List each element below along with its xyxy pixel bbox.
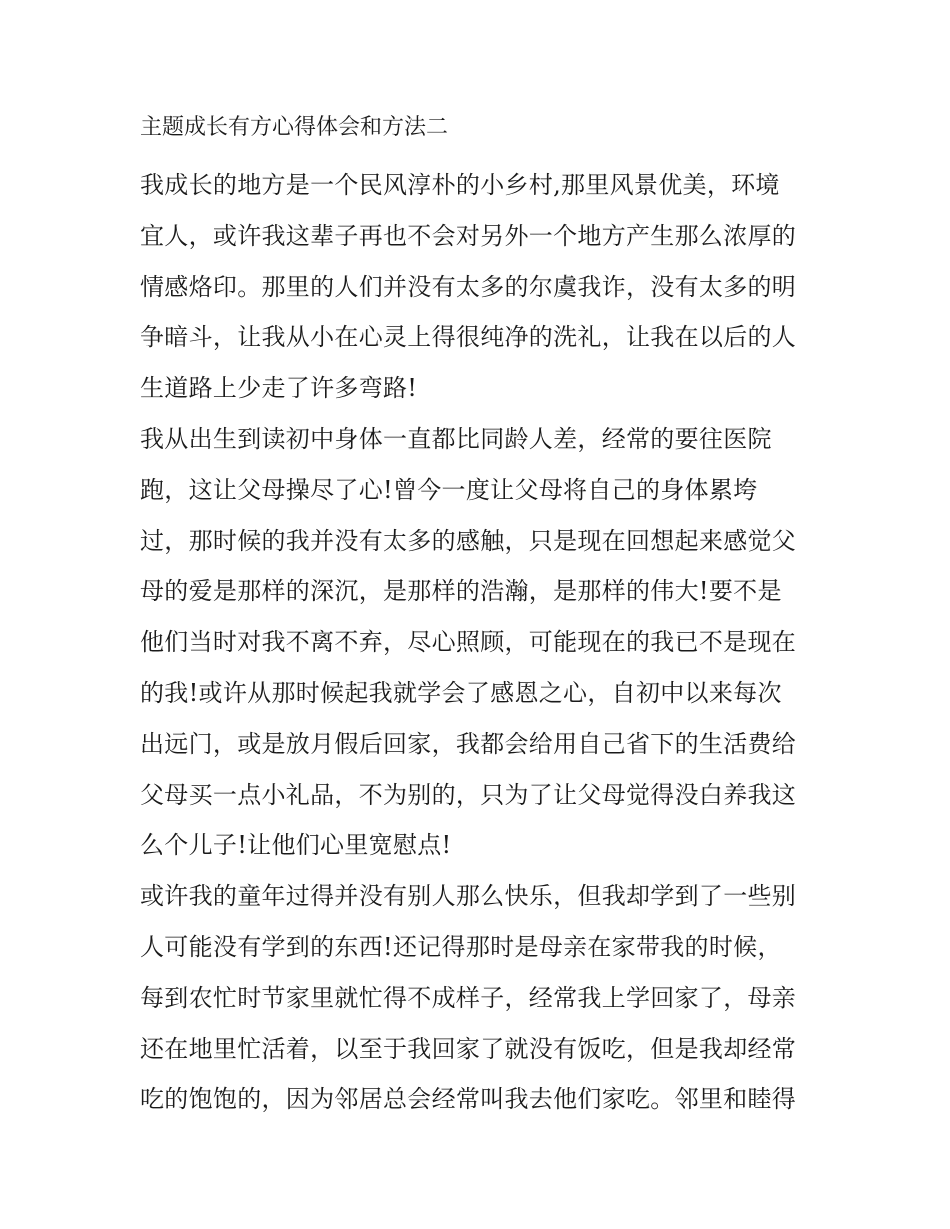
text-line: 跑，这让父母操尽了心!曾今一度让父母将自己的身体累垮 bbox=[140, 475, 758, 504]
text-line: 我成长的地方是一个民风淳朴的小乡村,那里风景优美，环境 bbox=[140, 171, 780, 199]
text-line: 吃的饱饱的，因为邻居总会经常叫我去他们家吃。邻里和睦得 bbox=[140, 1085, 797, 1114]
text-line: 的我!或许从那时候起我就学会了感恩之心，自初中以来每次 bbox=[140, 678, 782, 707]
text-line: 出远门，或是放月假后回家，我都会给用自己省下的生活费给 bbox=[140, 729, 797, 758]
text-line: 还在地里忙活着，以至于我回家了就没有饭吃，但是我却经常 bbox=[140, 1034, 797, 1063]
text-line: 或许我的童年过得并没有别人那么快乐，但我却学到了一些别 bbox=[140, 882, 797, 911]
text-line: 么个儿子!让他们心里宽慰点! bbox=[140, 831, 452, 860]
text-line: 生道路上少走了许多弯路! bbox=[140, 374, 418, 403]
document-title: 主题成长有方心得体会和方法二 bbox=[140, 115, 449, 140]
text-line: 情感烙印。那里的人们并没有太多的尔虞我诈，没有太多的明 bbox=[140, 272, 797, 301]
text-line: 人可能没有学到的东西!还记得那时是母亲在家带我的时候， bbox=[140, 932, 782, 961]
text-line: 父母买一点小礼品，不为别的，只为了让父母觉得没白养我这 bbox=[140, 780, 797, 809]
text-line: 他们当时对我不离不弃，尽心照顾，可能现在的我已不是现在 bbox=[140, 628, 797, 657]
text-line: 每到农忙时节家里就忙得不成样子，经常我上学回家了，母亲 bbox=[140, 983, 797, 1012]
text-line: 争暗斗，让我从小在心灵上得很纯净的洗礼，让我在以后的人 bbox=[140, 323, 797, 352]
document-body bbox=[140, 160, 820, 1125]
text-line: 母的爱是那样的深沉，是那样的浩瀚，是那样的伟大!要不是 bbox=[140, 577, 782, 606]
text-line: 我从出生到读初中身体一直都比同龄人差，经常的要往医院 bbox=[140, 424, 772, 453]
text-line: 过，那时候的我并没有太多的感触，只是现在回想起来感觉父 bbox=[140, 526, 797, 555]
text-line: 宜人，或许我这辈子再也不会对另外一个地方产生那么浓厚的 bbox=[140, 221, 797, 250]
